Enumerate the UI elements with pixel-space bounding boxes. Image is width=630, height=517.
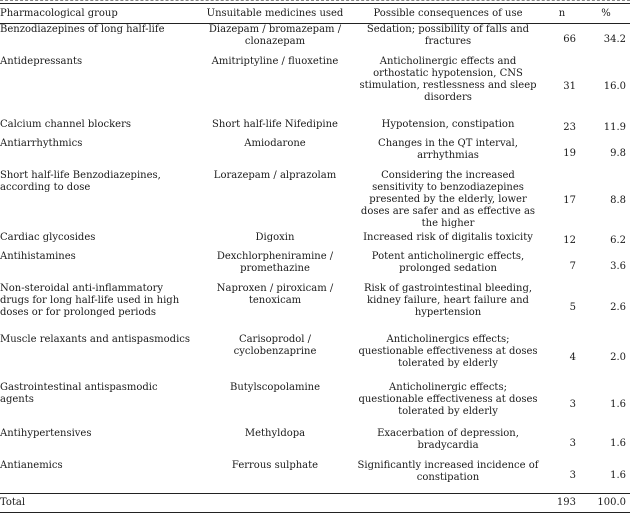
cell-medicines: Carisoprodol / cyclobenzaprine <box>233 333 317 357</box>
cell-n: 5 <box>569 302 576 313</box>
cell-consequences: Anticholinergic effects; questionable effectiveness at doses tolerated by elderly <box>358 381 538 417</box>
cell-group: Short half-life Benzodiazepines, according to dose <box>0 169 161 193</box>
table-row <box>0 119 630 138</box>
cell-group: Cardiac glycosides <box>0 231 96 243</box>
cell-n: 19 <box>563 147 576 159</box>
cell-percent: 8.8 <box>610 194 626 206</box>
cell-n: 12 <box>563 235 576 246</box>
cell-group: Antiarrhythmics <box>0 137 83 149</box>
cell-n: 3 <box>569 470 576 482</box>
cell-medicines: Amiodarone <box>244 137 306 149</box>
cell-n: 3 <box>569 437 576 449</box>
table-row <box>0 138 630 170</box>
cell-consequences: Anticholinergic effects and orthostatic hypotension, CNS stimulation, restlessness and sleep disorders <box>359 55 537 103</box>
table-row <box>0 232 630 251</box>
table-row <box>0 334 630 382</box>
cell-medicines: Digoxin <box>255 231 295 243</box>
cell-medicines-empty <box>196 494 354 513</box>
cell-consequences: Sedation; possibility of falls and fractures <box>366 24 530 47</box>
cell-group: Antianemics <box>0 459 63 471</box>
cell-consequences: Potent anticholinergic effects, prolonged sedation <box>371 250 525 274</box>
cell-consequences: Anticholinergics effects; questionable effectiveness at doses tolerated by elderly <box>358 333 538 369</box>
table-row <box>0 283 630 334</box>
cell-group: Antidepressants <box>0 55 83 67</box>
cell-n: 4 <box>569 351 576 363</box>
cell-medicines: Short half-life Nifedipine <box>212 118 338 130</box>
total-row <box>0 494 630 513</box>
header-percent: % <box>582 4 630 24</box>
table-row <box>0 382 630 428</box>
table-row <box>0 460 630 494</box>
table-row <box>0 170 630 232</box>
header-possible-consequences: Possible consequences of use <box>354 4 542 24</box>
cell-consequences: Significantly increased incidence of constipation <box>357 459 539 483</box>
cell-group: Muscle relaxants and antispasmodics <box>0 333 190 345</box>
cell-percent: 9.8 <box>610 147 626 159</box>
cell-n: 7 <box>569 260 576 272</box>
cell-medicines: Butylscopolamine <box>229 381 321 393</box>
cell-percent: 1.6 <box>610 398 626 410</box>
cell-percent: 2.6 <box>610 302 626 313</box>
cell-consequences: Risk of gastrointestinal bleeding, kidney failure, heart failure and hypertension <box>363 282 533 318</box>
table-row <box>0 56 630 119</box>
cell-n: 3 <box>569 398 576 410</box>
total-n: 193 <box>542 494 582 513</box>
cell-medicines: Ferrous sulphate <box>231 459 319 471</box>
unsuitable-medicines-table <box>0 3 630 513</box>
cell-n: 23 <box>563 122 576 133</box>
cell-medicines: Diazepam / bromazepam / clonazepam <box>208 24 342 47</box>
cell-n: 31 <box>563 81 576 92</box>
cell-percent: 11.9 <box>603 122 626 133</box>
cell-consequences: Exacerbation of depression, bradycardia <box>377 427 519 451</box>
cell-consequences: Changes in the QT interval, arrhythmias <box>378 137 518 161</box>
cell-medicines: Naproxen / piroxicam / tenoxicam <box>216 282 334 306</box>
cell-percent: 34.2 <box>603 33 626 45</box>
cell-consequences: Increased risk of digitalis toxicity <box>363 231 533 243</box>
header-n: n <box>542 4 582 24</box>
cell-group: Calcium channel blockers <box>0 118 132 130</box>
cell-percent: 1.6 <box>610 470 626 482</box>
cell-group: Gastrointestinal antispasmodic agents <box>0 381 158 405</box>
header-pharmacological-group: Pharmacological group <box>0 4 196 24</box>
cell-group: Antihypertensives <box>0 427 92 439</box>
cell-medicines: Amitriptyline / fluoxetine <box>211 55 339 67</box>
cell-percent: 1.6 <box>610 437 626 449</box>
table-row <box>0 24 630 56</box>
cell-medicines: Lorazepam / alprazolam <box>213 169 337 181</box>
cell-consequences: Considering the increased sensitivity to benzodiazepines presented by the elderly, lower doses are safer and as effective as the higher <box>360 169 536 229</box>
total-label: Total <box>0 494 196 513</box>
cell-percent: 6.2 <box>610 235 626 246</box>
cell-consequences-empty <box>354 494 542 513</box>
table-row <box>0 251 630 283</box>
cell-group: Benzodiazepines of long half-life <box>0 24 165 35</box>
table-row <box>0 428 630 460</box>
cell-percent: 2.0 <box>610 351 626 363</box>
header-unsuitable-medicines: Unsuitable medicines used <box>196 4 354 24</box>
cell-percent: 16.0 <box>603 81 626 92</box>
cell-group: Antihistamines <box>0 250 76 262</box>
total-percent: 100.0 <box>582 494 630 513</box>
cell-group: Non-steroidal anti-inflammatory drugs for long half-life used in high doses or for prolonged periods <box>0 282 180 318</box>
cell-medicines: Dexchlorpheniramine / promethazine <box>216 250 334 274</box>
cell-n: 66 <box>563 33 576 45</box>
cell-medicines: Methyldopa <box>244 427 306 439</box>
cell-n: 17 <box>563 194 576 206</box>
cell-percent: 3.6 <box>610 260 626 272</box>
table-header-row <box>0 4 630 24</box>
cell-consequences: Hypotension, constipation <box>381 118 515 130</box>
